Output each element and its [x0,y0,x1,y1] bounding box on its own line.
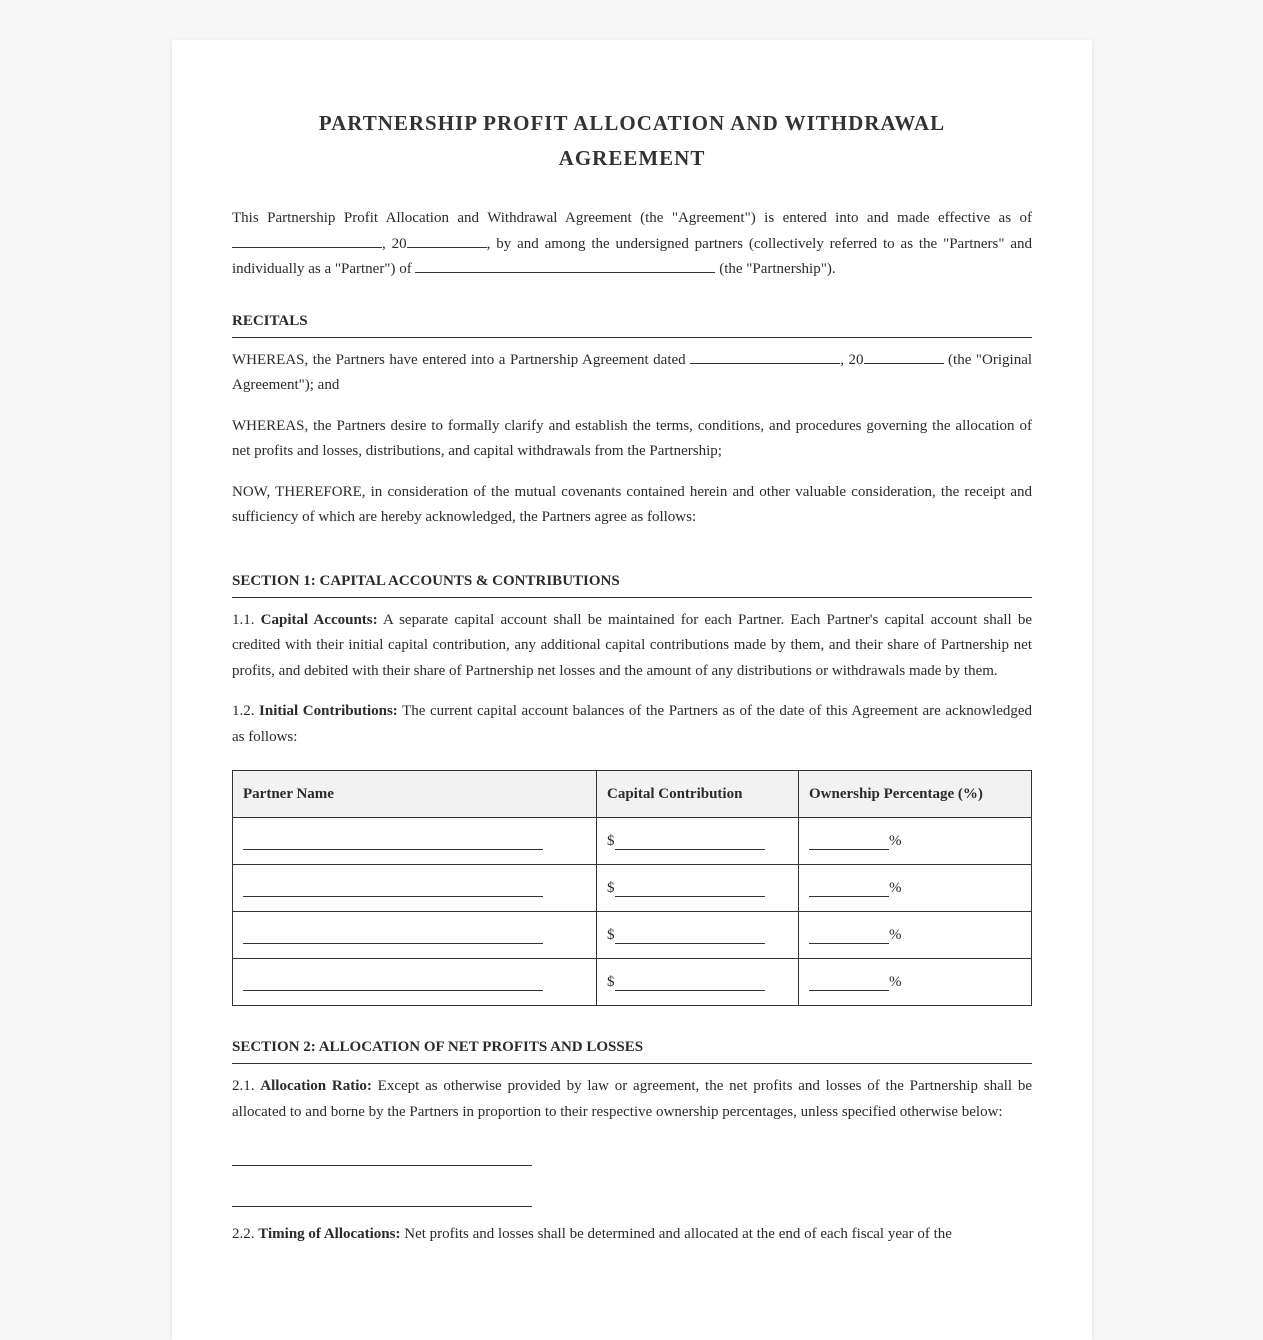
whereas-paragraph-1 [232,348,1032,399]
effective-date-blank[interactable] [232,234,382,248]
clause-1-2-label: Initial Contributions: [259,703,398,719]
intro-text-3: , by and among the undersigned partners (collectively referred to as the "Partners" and individually as a "Partner") of [232,235,1033,277]
table-row [233,912,1032,959]
dollar-sign: $ [607,832,615,849]
ownership-percentage-cell [799,818,1032,865]
section-1-heading: SECTION 1: CAPITAL ACCOUNTS & CONTRIBUTIONS [232,573,1032,598]
original-agreement-date-blank[interactable] [690,350,840,364]
capital-contribution-blank[interactable] [615,927,765,944]
clause-1-2 [232,699,1032,750]
document-title [232,106,1032,176]
intro-text-4: (the "Partnership"). [719,261,836,277]
clause-1-2-text: The current capital account balances of the Partners as of the date of this Agreement are acknowledged as follows: [232,703,1033,745]
ownership-percentage-blank[interactable] [809,927,889,944]
percent-sign: % [889,832,902,849]
ownership-percentage-cell [799,865,1032,912]
whereas-paragraph-2: WHEREAS, the Partners desire to formally clarify and establish the terms, conditions, and procedures governing the allocation of net profits and losses, distributions, and capital withdrawals from the Partnership; [232,417,1032,459]
capital-contribution-cell [597,818,799,865]
effective-year-blank[interactable] [407,234,487,248]
intro-text-1: This Partnership Profit Allocation and Withdrawal Agreement (the "Agreement") is entered into and made effective as of [232,210,1032,226]
clause-1-2-number: 1.2. [232,703,255,719]
capital-contribution-blank[interactable] [615,880,765,897]
capital-contribution-cell [597,912,799,959]
clause-1-1-label: Capital Accounts: [260,611,378,628]
dollar-sign: $ [607,973,615,990]
percent-sign: % [889,973,902,990]
clause-2-2-number: 2.2. [232,1226,255,1242]
clause-2-1-number: 2.1. [232,1078,255,1094]
intro-paragraph [232,206,1032,283]
table-row [233,865,1032,912]
percent-sign: % [889,926,902,943]
partner-name-cell [233,959,597,1006]
clause-1-1-text: A separate capital account shall be maintained for each Partner. Each Partner's capital account shall be credited with their initial capital contribution, any additional capital contributions made by them, and their share of Partnership net profits, and debited with their share of Partnership net losses and the amount of any distributions or withdrawals made by them. [232,611,1032,679]
percent-sign: % [889,879,902,896]
table-row [233,959,1032,1006]
intro-text-2: , 20 [382,235,407,252]
allocation-line-blank-2[interactable] [232,1206,532,1207]
section-2-heading: SECTION 2: ALLOCATION OF NET PROFITS AND LOSSES [232,1039,1032,1064]
clause-2-2-text: Net profits and losses shall be determined and allocated at the end of each fiscal year of the [404,1226,952,1242]
clause-1-1-number: 1.1. [232,611,255,628]
clause-2-2 [232,1222,1032,1248]
partner-name-blank[interactable] [243,880,543,897]
table-row [233,818,1032,865]
ownership-percentage-cell [799,912,1032,959]
partner-name-blank[interactable] [243,833,543,850]
capital-contribution-cell [597,865,799,912]
dollar-sign: $ [607,926,615,943]
whereas1-text-c: (the "Original Agreement"); and [232,351,1033,393]
capital-contribution-cell [597,959,799,1006]
capital-contributions-table [232,770,1032,1006]
whereas1-text-b: , 20 [840,351,864,368]
capital-contribution-blank[interactable] [615,974,765,991]
clause-2-1-label: Allocation Ratio: [260,1078,372,1094]
whereas1-text-a: WHEREAS, the Partners have entered into a Partnership Agreement dated [232,351,686,368]
recitals-heading: RECITALS [232,313,1032,338]
ownership-percentage-blank[interactable] [809,974,889,991]
ownership-percentage-blank[interactable] [809,833,889,850]
partner-name-cell [233,818,597,865]
partnership-name-blank[interactable] [415,259,715,273]
clause-2-1 [232,1074,1032,1125]
table-header-row [233,771,1032,818]
clause-2-1-text: Except as otherwise provided by law or agreement, the net profits and losses of the Partnership shall be allocated to and borne by the Partners in proportion to their respective ownership percentages, unless specified otherwise below: [232,1078,1033,1120]
document-page [172,40,1092,1340]
dollar-sign: $ [607,879,615,896]
allocation-line-blank-1[interactable] [232,1165,532,1166]
document-content [232,40,1032,1248]
header-capital-contribution: Capital Contribution [597,771,799,818]
ownership-percentage-cell [799,959,1032,1006]
partner-name-blank[interactable] [243,927,543,944]
capital-contribution-blank[interactable] [615,833,765,850]
clause-1-1 [232,608,1032,685]
ownership-percentage-blank[interactable] [809,880,889,897]
original-agreement-year-blank[interactable] [864,350,944,364]
header-ownership-percentage: Ownership Percentage (%) [799,771,1032,818]
header-partner-name: Partner Name [233,771,597,818]
partner-name-blank[interactable] [243,974,543,991]
partner-name-cell [233,865,597,912]
title-line-1: PARTNERSHIP PROFIT ALLOCATION AND WITHDRAWAL [318,111,946,135]
partner-name-cell [233,912,597,959]
title-line-2: AGREEMENT [558,146,706,170]
clause-2-2-label: Timing of Allocations: [258,1226,401,1242]
now-therefore-paragraph: NOW, THEREFORE, in consideration of the mutual covenants contained herein and other valuable consideration, the receipt and sufficiency of which are hereby acknowledged, the Partners agree as follows: [232,483,1032,525]
